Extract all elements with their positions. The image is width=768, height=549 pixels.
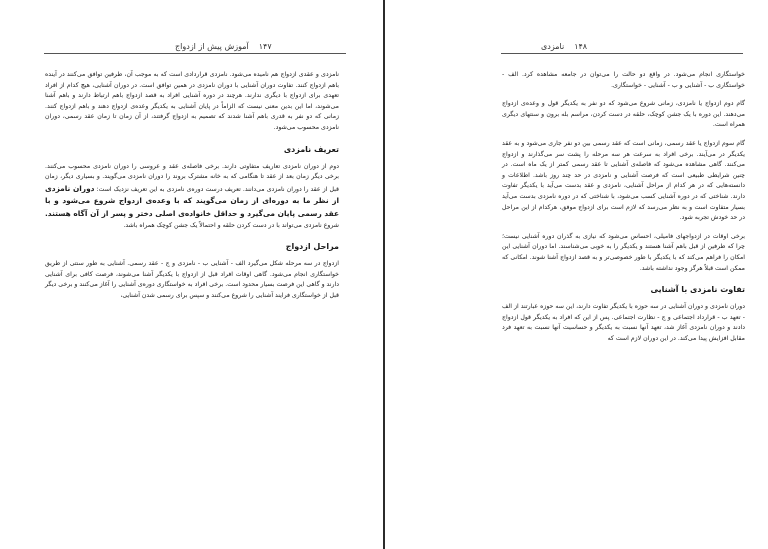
left-page-body xyxy=(45,70,339,310)
section-paragraph xyxy=(45,162,339,232)
section-heading-difference: تفاوت نامزدی با آشنایی xyxy=(650,285,745,295)
stages-paragraph: ازدواج در سه مرحله شکل می‌گیرد الف - آشنایی ب - نامزدی و ج - عقد رسمی. آشنایی به طور سنتی از طریق خواستگاری انجام می‌شود. گاهی اوقات افراد قبل از ازدواج با یکدیگر آشنا می‌شوند، فرصت کافی برای آشنایی دارند و گاهی این فرصت بسیار محدود است. برخی افراد به خواستگاری دوره‌ی آشنایی را آغاز می‌کنند و برخی دیگر قبل از خواستگاری فرایند آشنایی را شروع می‌کنند و سپس برای رسمی شدن آشنایی، xyxy=(45,260,339,299)
header-rule xyxy=(501,53,743,54)
paragraph-2: گام دوم ازدواج یا نامزدی، زمانی شروع می‌شود که دو نفر به یکدیگر قول و وعده‌ی ازدواج می‌دهند. این دوره با یک جشن کوچک، حلقه در دست کردن، مراسم بله برون و سنتهای دیگری همراه است. xyxy=(502,100,745,129)
paragraph-1: خواستگاری انجام می‌شود. در واقع دو حالت را می‌توان در جامعه مشاهده کرد. الف - خواستگاری ب - آشنایی و ب - آشنایی - خواستگاری. xyxy=(502,71,745,89)
running-title: آموزش پیش از ازدواج xyxy=(175,42,249,51)
difference-paragraph: دوران نامزدی و دوران آشنایی در سه حوزه با یکدیگر تفاوت دارند، این سه حوزه عبارتند از الف - تعهد ب - قرارداد اجتماعی و ج - نظارت اجتماعی. پس از این که افراد به یکدیگر قول ازدواج دادند و دوران نامزدی آغاز شد، تعهد آنها نسبت به یکدیگر و حساسیت آنها نسبت به تعهد فرد مقابل افزایش پیدا می‌کند. در این دوران لازم است که xyxy=(502,303,745,342)
definition-tail-text: شروع نامزدی می‌تواند با در دست کردن حلقه و احتمالاً یک جشن کوچک همراه باشد. xyxy=(123,221,339,229)
header-rule xyxy=(44,53,346,54)
page-number: ۱۴۸ xyxy=(574,42,588,51)
page-number: ۱۴۷ xyxy=(258,42,272,51)
left-page xyxy=(0,0,383,549)
definition-lead-text: دوم از دوران نامزدی تعاریف متفاوتی دارند. برخی فاصله‌ی عقد و عروسی را دوران نامزدی محسوب می‌کنند. برخی دیگر زمان بعد از عقد تا هنگامی که به خانه مشترک بروند را دوران نامزدی می‌گویند. و بسیاری دیگر، زمان قبل از عقد را دوران نامزدی می‌دانند. تعریف درست دوره‌ی نامزدی به این تعریف نزدیک است: xyxy=(45,162,339,193)
paragraph-4: برخی اوقات در ازدواجهای فامیلی، احساس می‌شود که نیازی به گذران دوره آشنایی نیست؛ چرا که طرفین از قبل باهم آشنا هستند و یکدیگر را به خوبی می‌شناسند. اما دوران آشنایی این امکان را فراهم می‌کند که با یکدیگر با طور خصوصی‌تر و به قصد ازدواج آشنا شوند. امکانی که ممکن است قبلاً هرگز وجود نداشته باشد. xyxy=(502,232,745,272)
intro-paragraph: نامزدی و عقدی ازدواج هم نامیده می‌شود. نامزدی قراردادی است که به موجب آن، طرفین توافق می‌کنند در آینده باهم ازدواج کنند. تفاوت دوران آشنایی با دوران نامزدی در همین توافق است. در دوران آشنایی، هیچ کدام از افراد تعهدی برای ازدواج با دیگری ندارند. هرچند در دوره آشنایی افراد به قصد ازدواج باهم ارتباط دارند و باهم آشنا می‌شوند، اما این بدین معنی نیست که الزاماً در پایان آشنایی به یکدیگر وعده‌ی ازدواج دهند و باهم ازدواج کنند. زمانی که دو نفر به قدری باهم آشنا شدند که تصمیم به ازدواج گرفتند، از آن زمان تا زمان عقد رسمی، دوران نامزدی محسوب می‌شود. xyxy=(45,71,339,131)
section-heading-stages: مراحل ازدواج xyxy=(285,242,339,252)
right-page xyxy=(385,0,768,549)
definition-emphasis: دوران نامزدی از نظر ما به دوره‌ای از زمان می‌گویند که با وعده‌ی ازدواج شروع می‌شود و با عقد رسمی پایان می‌گیرد و حداقل خانواده‌ی اصلی دختر و پسر از آن آگاه هستند. xyxy=(45,183,339,218)
left-page-header xyxy=(175,37,272,51)
paragraph-3: گام سوم ازدواج یا عقد رسمی، زمانی است که عقد رسمی بین دو نفر جاری می‌شود و به عقد یکدیگر در می‌آیند. برخی افراد به سرعت هر سه مرحله را پشت سر می‌گذارند و ازدواج می‌کنند. گاهی مشاهده می‌شود که فاصله‌ی آشنایی تا عقد رسمی کمتر از یک ماه است. در چنین شرایطی طبیعی است که فرصت آشنایی و نامزدی در حد چند روز باشد. اطلاعات و دانسته‌هایی که در هر کدام از مراحل آشنایی، نامزدی و عقد بدست می‌آید با یکدیگر تفاوت دارند. شناختی که در دوره آشنایی کسب می‌شود، با شناختی که در دوره نامزدی بدست می‌آید بسیار متفاوت است و به نظر می‌رسد که لازم است برای ازدواج موفق، هرکدام از این مراحل در حد خودش تجربه شود. xyxy=(502,139,745,222)
right-page-body xyxy=(502,70,745,352)
running-title: نامزدی xyxy=(541,42,565,51)
right-page-header xyxy=(541,37,587,51)
section-heading-definition: تعریف نامزدی xyxy=(283,144,339,154)
